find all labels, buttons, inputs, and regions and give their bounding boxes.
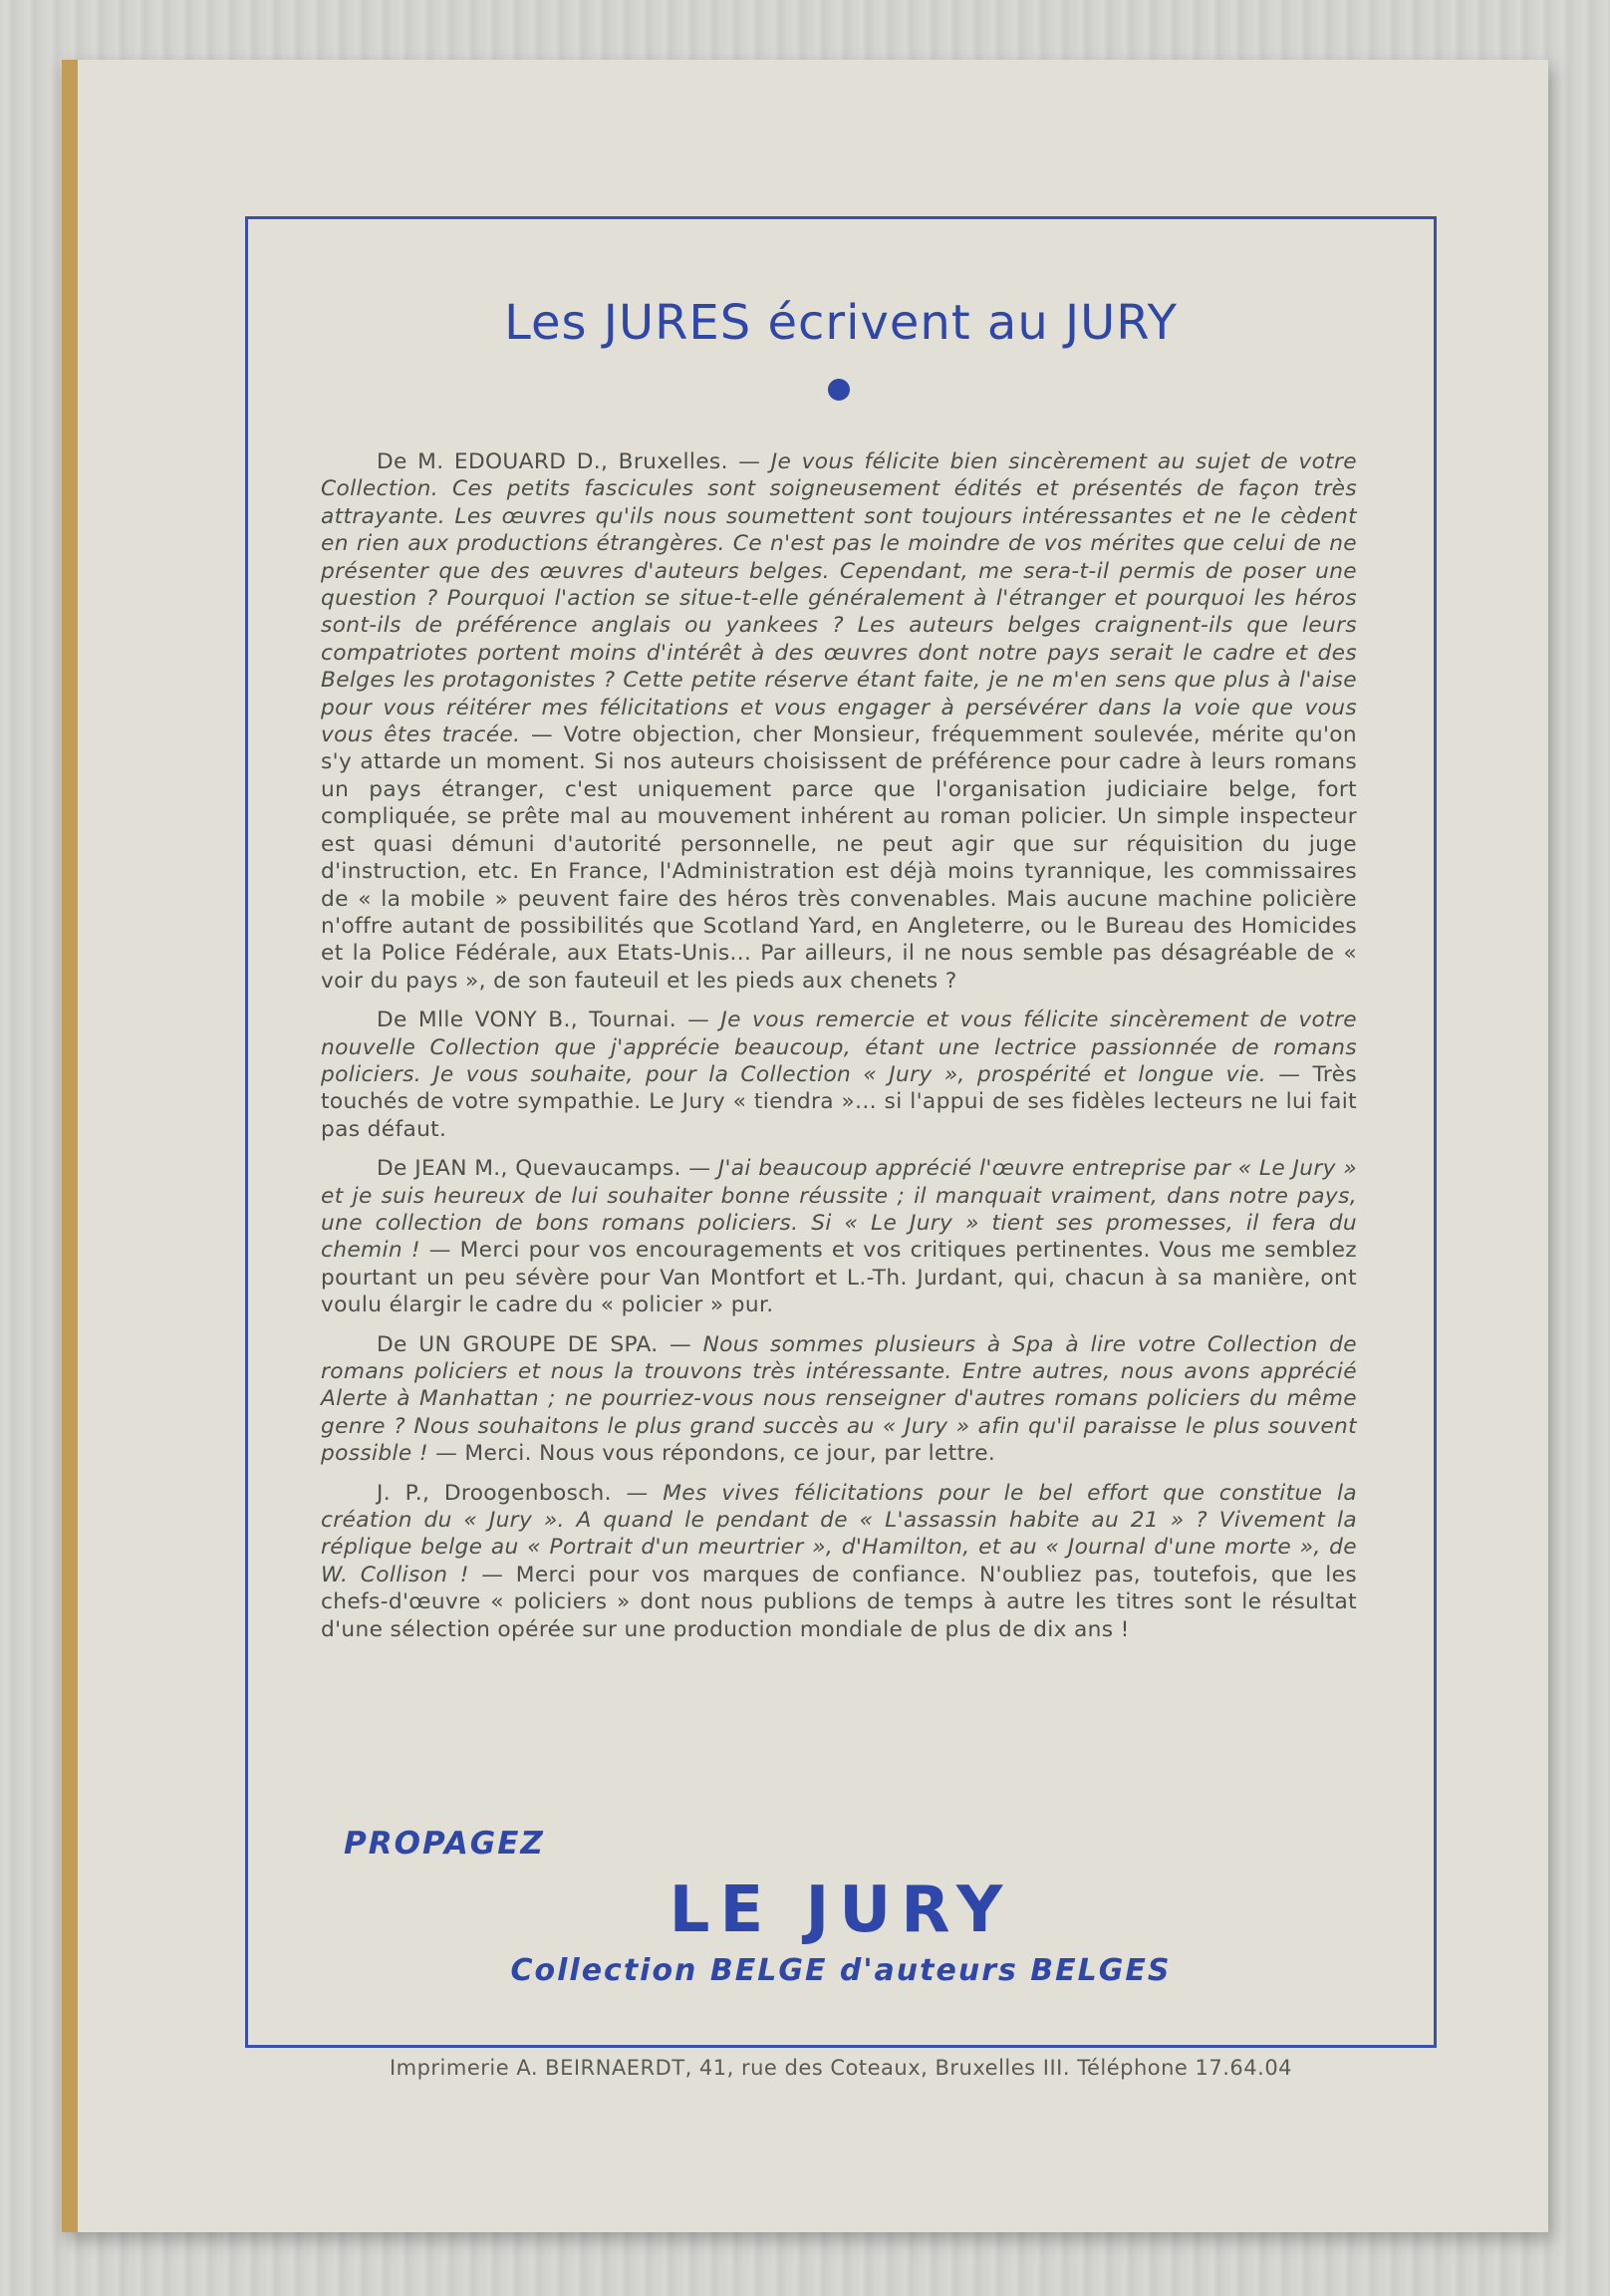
letter-paragraph xyxy=(321,1480,1357,1643)
letter-sender: J. P., Droogenbosch. — xyxy=(377,1480,664,1506)
letter-paragraph xyxy=(321,1155,1357,1318)
letter-sender: De JEAN M., Quevaucamps. — xyxy=(377,1156,718,1182)
editor-reply: — Merci pour vos encouragements et vos critiques pertinentes. Vous me semblez pourtant un peu sévère pour Van Montfort et L.-Th. Jurdant, qui, chacun à sa manière, ont voulu élargir le cadre du « policier » pur. xyxy=(321,1238,1357,1318)
letter-sender: De Mlle VONY B., Tournai. — xyxy=(377,1007,721,1033)
letter-paragraph xyxy=(321,448,1357,995)
editor-reply: — Merci pour vos marques de confiance. N'oubliez pas, toutefois, que les chefs-d'œuvre « policiers » dont nous publions de temps à autre les titres sont le résultat d'une sélection opérée sur une production mondiale de plus de dix ans ! xyxy=(321,1562,1357,1642)
letter-sender: De UN GROUPE DE SPA. — xyxy=(377,1331,703,1357)
letter-paragraph xyxy=(321,1331,1357,1468)
letter-sender: De M. EDOUARD D., Bruxelles. — xyxy=(377,449,771,474)
letter-paragraph xyxy=(321,1006,1357,1143)
editor-reply: — Votre objection, cher Monsieur, fréquemment soulevée, mérite qu'on s'y attarde un moment. Si nos auteurs choisissent de préférence pour cadre à leurs romans un pays étranger, c'est uniquement parce que l'organisation judiciaire belge, fort compliquée, se prête mal au mouvement inhérent au roman policier. Un simple inspecteur est quasi démuni d'autorité personnelle, ne peut agir que sur réquisition du juge d'instruction, etc. En France, l'Administration est déjà moins tyrannique, les commissaires de « la mobile » peuvent faire des héros très convenables. Mais aucune machine policière n'offre autant de possibilités que Scotland Yard, en Angleterre, ou le Bureau des Homicides et la Police Fédérale, aux Etats-Unis... Par ailleurs, il ne nous semble pas désagréable de « voir du pays », de son fauteuil et les pieds aux chenets ? xyxy=(321,722,1357,994)
letter-text: Nous sommes plusieurs à Spa à lire votre Collection de romans policiers et nous la trouvons très intéressante. Entre autres, nous avons apprécié Alerte à Manhattan ; ne pourriez-vous nous renseigner d'autres romans policiers du même genre ? Nous souhaitons le plus grand succès au « Jury » afin qu'il paraisse le plus souvent possible ! xyxy=(321,1331,1357,1467)
letter-text: J'ai beaucoup apprécié l'œuvre entreprise par « Le Jury » et je suis heureux de lui souhaiter bonne réussite ; il manquait vraiment, dans notre pays, une collection de bons romans policiers. Si « Le Jury » tient ses promesses, il fera du chemin ! xyxy=(321,1156,1357,1264)
propagez-heading: PROPAGEZ xyxy=(344,1826,545,1862)
printer-imprint: Imprimerie A. BEIRNAERDT, 41, rue des Coteaux, Bruxelles III. Téléphone 17.64.04 xyxy=(389,2056,1293,2080)
editor-reply: — Merci. Nous vous répondons, ce jour, par lettre. xyxy=(427,1441,996,1467)
letter-text: Je vous félicite bien sincèrement au sujet de votre Collection. Ces petits fascicules sont soigneusement édités et présentés de façon très attrayante. Les œuvres qu'ils nous soumettent sont toujours intéressantes et ne le cèdent en rien aux productions étrangères. Ce n'est pas le moindre de vos mérites que celui de ne présenter que des œuvres d'auteurs belges. Cependant, me sera-t-il permis de poser une question ? Pourquoi l'action se situe-t-elle généralement à l'étranger et pourquoi les héros sont-ils de préférence anglais ou yankees ? Les auteurs belges craignent-ils que leurs compatriotes portent moins d'intérêt à des œuvres dont notre pays serait le cadre et des Belges les protagonistes ? Cette petite réserve étant faite, je ne m'en sens que plus à l'aise pour vous réitérer mes félicitations et vous engager à persévérer dans la voie que vous vous êtes tracée. xyxy=(321,449,1357,748)
editor-reply: — Très touchés de votre sympathie. Le Jury « tiendra »... si l'appui de ses fidèles lecteurs ne lui fait pas défaut. xyxy=(321,1061,1357,1142)
bullet-dot-icon xyxy=(828,379,850,401)
letter-text: Mes vives félicitations pour le bel effort que constitue la création du « Jury ». A quand le pendant de « L'assassin habite au 21 » ? Vivement la réplique belge au « Portrait d'un meurtrier », d'Hamilton, et au « Journal d'une morte », de W. Collison ! xyxy=(321,1480,1357,1587)
brand-tagline: Collection BELGE d'auteurs BELGES xyxy=(510,1953,1172,1988)
brand-title: LE JURY xyxy=(669,1873,1013,1947)
page-title: Les JURES écrivent au JURY xyxy=(504,295,1178,351)
letters-section xyxy=(321,448,1357,1655)
letter-text: Je vous remercie et vous félicite sincèrement de votre nouvelle Collection que j'apprécie beaucoup, étant une lectrice passionnée de romans policiers. Je vous souhaite, pour la Collection « Jury », prospérité et longue vie. xyxy=(321,1007,1357,1087)
